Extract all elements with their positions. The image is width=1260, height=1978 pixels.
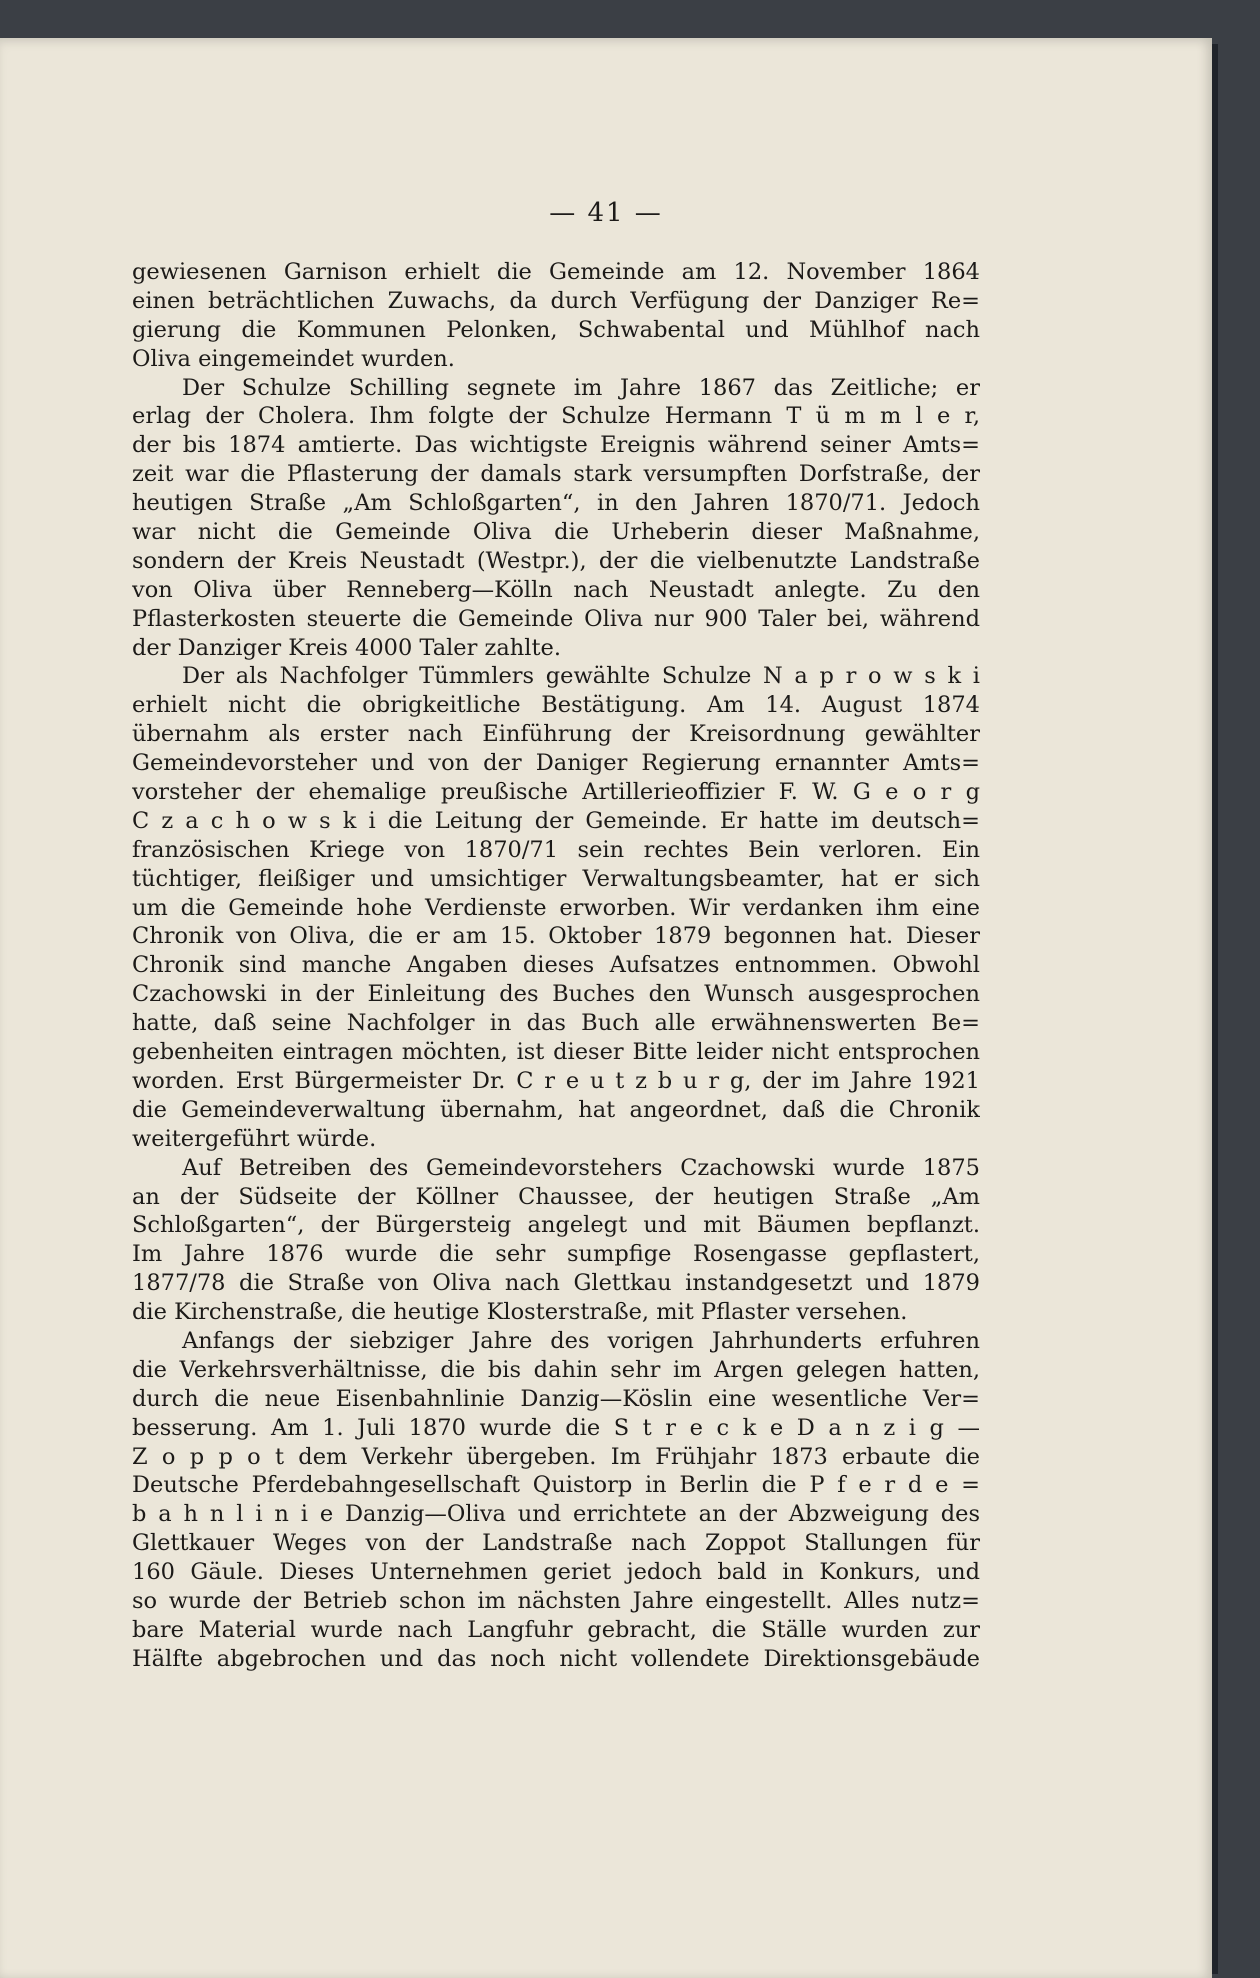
text-line: besserung. Am 1. Juli 1870 wurde die S t r e c k e D a n z i g — — [132, 1414, 980, 1441]
text-line: Anfangs der siebziger Jahre des vorigen Jahrhunderts erfuhren — [182, 1327, 980, 1354]
body-text — [132, 258, 980, 1674]
text-line: gewiesenen Garnison erhielt die Gemeinde am 12. November 1864 — [132, 259, 980, 285]
text-line: Deutsche Pferdebahngesellschaft Quistorp in Berlin die P f e r d e = — [132, 1472, 980, 1499]
book-page — [0, 38, 1212, 1978]
text-line: war nicht die Gemeinde Oliva die Urheberin dieser Maßnahme, — [132, 519, 980, 546]
text-line: erlag der Cholera. Ihm folgte der Schulze Hermann T ü m m l e r, — [132, 403, 980, 430]
text-line: worden. Erst Bürgermeister Dr. C r e u t z b u r g, der im Jahre 1921 — [132, 1067, 980, 1094]
text-line: Der Schulze Schilling segnete im Jahre 1867 das Zeitliche; er — [182, 374, 980, 401]
text-line: bare Material wurde nach Langfuhr gebracht, die Ställe wurden zur — [132, 1616, 980, 1643]
text-line: sondern der Kreis Neustadt (Westpr.), der die vielbenutzte Landstraße — [132, 547, 980, 574]
text-line: Pflasterkosten steuerte die Gemeinde Oliva nur 900 Taler bei, während — [132, 605, 980, 632]
text-line: um die Gemeinde hohe Verdienste erworben. Wir verdanken ihm eine — [132, 894, 980, 921]
text-line: durch die neue Eisenbahnlinie Danzig—Köslin eine wesentliche Ver= — [132, 1385, 980, 1412]
text-line: die Kirchenstraße, die heutige Klosterstraße, mit Pflaster versehen. — [132, 1299, 908, 1326]
text-line: Im Jahre 1876 wurde die sehr sumpfige Rosengasse gepflastert, — [132, 1241, 980, 1268]
text-line: von Oliva über Renneberg—Kölln nach Neustadt anlegte. Zu den — [132, 576, 980, 603]
text-line: Czachowski in der Einleitung des Buches den Wunsch ausgesprochen — [132, 981, 980, 1008]
text-line: Hälfte abgebrochen und das noch nicht vollendete Direktionsgebäude — [132, 1645, 980, 1672]
text-line: tüchtiger, fleißiger und umsichtiger Verwaltungsbeamter, hat er sich — [132, 865, 980, 892]
text-line: Chronik sind manche Angaben dieses Aufsatzes entnommen. Obwohl — [132, 952, 980, 979]
text-line: weitergeführt würde. — [132, 1125, 377, 1152]
text-line: Glettkauer Weges von der Landstraße nach Zoppot Stallungen für — [132, 1530, 980, 1557]
text-line: Schloßgarten“, der Bürgersteig angelegt und mit Bäumen bepflanzt. — [132, 1212, 980, 1239]
text-line: Auf Betreiben des Gemeindevorstehers Czachowski wurde 1875 — [182, 1154, 980, 1181]
text-line: einen beträchtlichen Zuwachs, da durch Verfügung der Danziger Re= — [132, 287, 980, 314]
text-line: 160 Gäule. Dieses Unternehmen geriet jedoch bald in Konkurs, und — [132, 1559, 980, 1586]
text-line: an der Südseite der Köllner Chaussee, der heutigen Straße „Am — [132, 1183, 980, 1210]
text-line: b a h n l i n i e Danzig—Oliva und errichtete an der Abzweigung des — [132, 1501, 980, 1528]
text-line: gebenheiten eintragen möchten, ist dieser Bitte leider nicht entsprochen — [132, 1039, 980, 1066]
text-line: Der als Nachfolger Tümmlers gewählte Schulze N a p r o w s k i — [182, 663, 980, 690]
text-line: C z a c h o w s k i die Leitung der Gemeinde. Er hatte im deutsch= — [132, 807, 980, 834]
text-line: Gemeindevorsteher und von der Daniger Regierung ernannter Amts= — [132, 750, 980, 777]
text-line: zeit war die Pflasterung der damals stark versumpften Dorfstraße, der — [132, 461, 980, 488]
text-line: so wurde der Betrieb schon im nächsten Jahre eingestellt. Alles nutz= — [132, 1587, 980, 1614]
text-line: gierung die Kommunen Pelonken, Schwabental und Mühlhof nach — [132, 316, 980, 343]
text-line: Z o p p o t dem Verkehr übergeben. Im Frühjahr 1873 erbaute die — [132, 1443, 980, 1470]
page-number: — 41 — — [549, 198, 663, 228]
text-line: die Gemeindeverwaltung übernahm, hat angeordnet, daß die Chronik — [132, 1096, 980, 1123]
text-line: erhielt nicht die obrigkeitliche Bestätigung. Am 14. August 1874 — [132, 692, 980, 719]
text-line: übernahm als erster nach Einführung der Kreisordnung gewählter — [132, 721, 980, 748]
text-line: die Verkehrsverhältnisse, die bis dahin sehr im Argen gelegen hatten, — [132, 1356, 980, 1383]
text-line: heutigen Straße „Am Schloßgarten“, in den Jahren 1870/71. Jedoch — [132, 490, 980, 517]
text-line: Oliva eingemeindet wurden. — [132, 345, 455, 372]
text-line: der bis 1874 amtierte. Das wichtigste Ereignis während seiner Amts= — [132, 432, 980, 459]
text-line: Chronik von Oliva, die er am 15. Oktober 1879 begonnen hat. Dieser — [132, 923, 980, 950]
text-line: vorsteher der ehemalige preußische Artillerieoffizier F. W. G e o r g — [132, 779, 980, 806]
text-line: hatte, daß seine Nachfolger in das Buch alle erwähnenswerten Be= — [132, 1010, 980, 1037]
text-line: 1877/78 die Straße von Oliva nach Glettkau instandgesetzt und 1879 — [132, 1270, 980, 1297]
text-line: französischen Kriege von 1870/71 sein rechtes Bein verloren. Ein — [132, 836, 980, 863]
text-line: der Danziger Kreis 4000 Taler zahlte. — [132, 634, 561, 661]
